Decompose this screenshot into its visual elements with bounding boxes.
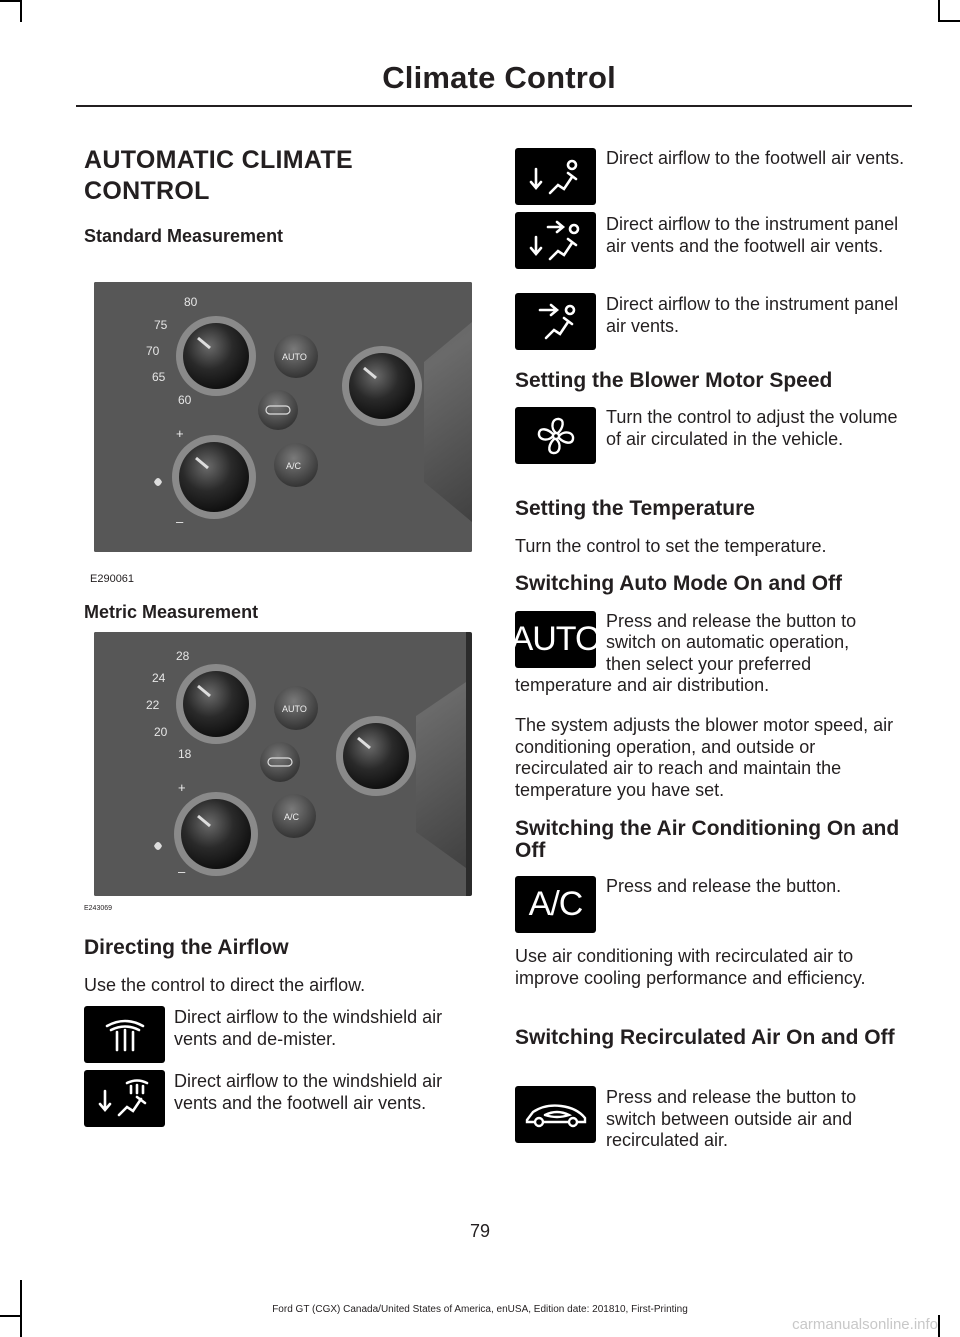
dial-label: 70 (146, 344, 160, 358)
auto-mode-text-line1: Press and release the button to (606, 611, 857, 631)
auto-mode-description: The system adjusts the blower motor speed, air conditioning operation, and outside or recirculated air to reach and maintain the temperature you have set. (515, 715, 894, 800)
crop-mark-top-left (0, 0, 20, 2)
header-rule (76, 105, 912, 107)
airflow-item-text: Direct airflow to the instrument panel air vents. (606, 294, 899, 336)
crop-mark-top-right-h (940, 20, 960, 22)
auto-mode-text-line2: switch on automatic operation, (606, 632, 850, 652)
minus-label: – (176, 514, 184, 529)
standard-control-panel-image (94, 282, 472, 552)
auto-button-label: AUTO (282, 704, 307, 714)
panel-airflow-icon (515, 293, 596, 350)
panel-footwell-airflow-icon (515, 212, 596, 269)
windshield-footwell-icon (84, 1070, 165, 1127)
airflow-heading: Directing the Airflow (84, 936, 289, 959)
standard-measurement-label: Standard Measurement (84, 226, 284, 246)
crop-mark-top-left-v (20, 0, 22, 22)
plus-label: + (178, 780, 186, 795)
windshield-defrost-icon (84, 1006, 165, 1063)
temperature-text: Turn the control to set the temperature. (515, 536, 827, 556)
airflow-item-text: Direct airflow to the windshield air vents and the footwell air vents. (174, 1071, 443, 1113)
auto-icon-label: AUTO (510, 620, 601, 658)
dial-label: 28 (176, 649, 190, 663)
ac-text: Press and release the button. (606, 876, 842, 896)
dial-label: 75 (154, 318, 168, 332)
ac-button-label: A/C (286, 461, 302, 471)
dial-label: 60 (178, 393, 192, 407)
airflow-item-text: Direct airflow to the instrument panel air vents and the footwell air vents. (606, 214, 899, 256)
auto-icon (510, 611, 601, 668)
ac-icon (515, 876, 596, 933)
ac-button-label: A/C (284, 812, 300, 822)
ac-description: Use air conditioning with recirculated air to improve cooling performance and efficiency. (515, 946, 866, 988)
dial-label: 22 (146, 698, 160, 712)
plus-label: + (176, 426, 184, 441)
dial-label: 20 (154, 725, 168, 739)
dial-label: 65 (152, 370, 166, 384)
temperature-heading: Setting the Temperature (515, 497, 755, 520)
ac-icon-label: A/C (528, 885, 583, 923)
airflow-intro: Use the control to direct the airflow. (84, 975, 366, 995)
auto-mode-heading: Switching Auto Mode On and Off (515, 572, 843, 595)
metric-control-panel-image (94, 632, 472, 896)
airflow-item-text: Direct airflow to the footwell air vents. (606, 148, 905, 168)
auto-mode-text-line3: then select your preferred (606, 654, 812, 674)
blower-heading: Setting the Blower Motor Speed (515, 369, 833, 392)
dial-label: 18 (178, 747, 192, 761)
page-number: 79 (469, 1221, 491, 1241)
minus-label: – (178, 864, 186, 879)
metric-measurement-label: Metric Measurement (84, 602, 259, 622)
footwell-airflow-icon (515, 148, 596, 205)
page-header-title: Climate Control (382, 60, 616, 95)
blower-text: Turn the control to adjust the volume of air circulated in the vehicle. (606, 407, 898, 449)
crop-mark-top-right (938, 0, 940, 22)
recirc-heading: Switching Recirculated Air On and Off (515, 1026, 895, 1049)
footer-edition: Ford GT (CGX) Canada/United States of America, enUSA, Edition date: 201810, First-Printing (272, 1304, 688, 1315)
recirculated-air-icon (515, 1086, 596, 1143)
dial-label: 80 (184, 295, 198, 309)
ac-heading: Switching the Air Conditioning On and Off (515, 817, 900, 862)
recirc-text: Press and release the button to switch between outside air and recirculated air. (606, 1087, 857, 1150)
auto-mode-text-line4: temperature and air distribution. (515, 675, 770, 695)
crop-mark-bottom-right (938, 1315, 940, 1337)
metric-image-code: E243069 (84, 905, 113, 912)
watermark: carmanualsonline.info (792, 1316, 938, 1333)
crop-mark-bottom-left (0, 1315, 22, 1317)
airflow-item-text: Direct airflow to the windshield air vents and de-mister. (174, 1007, 443, 1049)
section-title: AUTOMATIC CLIMATE CONTROL (84, 146, 353, 205)
auto-button-label: AUTO (282, 352, 307, 362)
standard-image-code: E290061 (90, 573, 135, 585)
dial-label: 24 (152, 671, 166, 685)
fan-icon (515, 407, 596, 464)
